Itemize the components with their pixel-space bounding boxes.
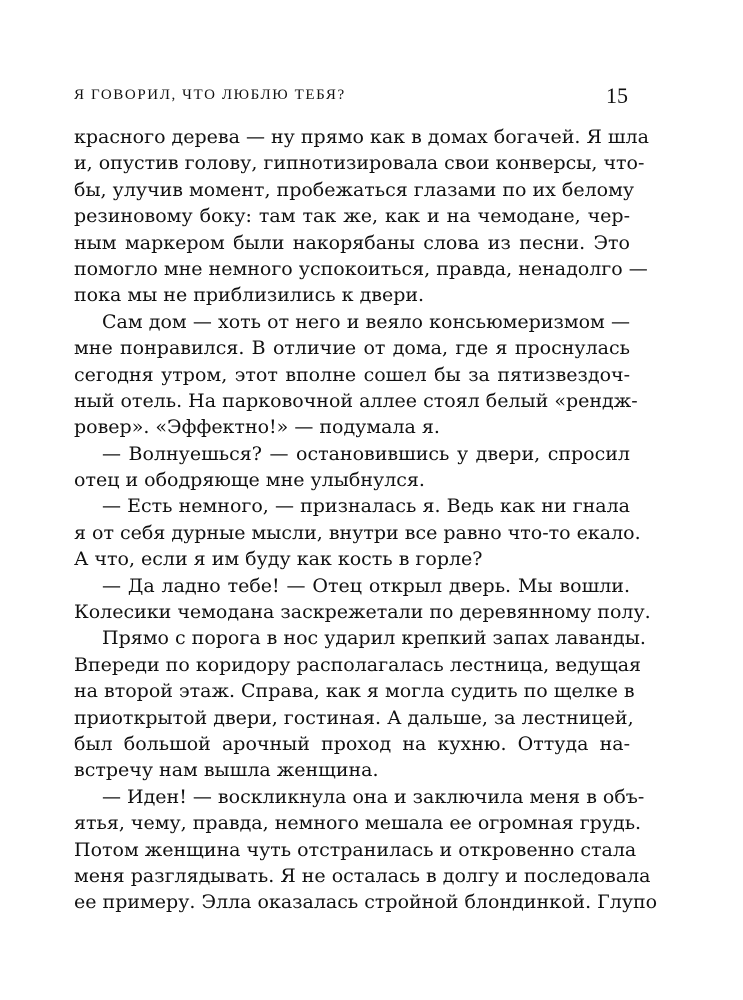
paragraph	[74, 573, 651, 626]
page-number: 15	[606, 83, 628, 108]
text-line: — Да ладно тебе! — Отец открыл дверь. Мы вошли.	[102, 574, 630, 597]
paragraph	[74, 441, 630, 494]
text-line: — Есть немного, — призналась я. Ведь как ни гнала	[102, 495, 630, 518]
paragraph	[74, 784, 658, 916]
text-line: встречу нам вышла женщина.	[74, 759, 379, 782]
text-line: пока мы не приблизились к двери.	[74, 284, 425, 307]
text-line: и, опустив голову, гипнотизировала свои конверсы, что-	[74, 152, 645, 175]
text-line: на второй этаж. Справа, как я могла судить по щелке в	[74, 680, 635, 703]
paragraph	[74, 625, 646, 783]
text-line: — Иден! — воскликнула она и заключила меня в объ-	[102, 785, 645, 808]
text-line: бы, улучив момент, пробежаться глазами по их белому	[74, 178, 635, 201]
text-line: — Волнуешься? — остановившись у двери, спросил	[102, 442, 630, 465]
running-head-title: Я ГОВОРИЛ, ЧТО ЛЮБЛЮ ТЕБЯ?	[74, 87, 346, 103]
text-line: Прямо с порога в нос ударил крепкий запах лаванды.	[102, 627, 646, 650]
text-line: резиновому боку: там так же, как и на чемодане, чер-	[74, 205, 630, 228]
text-line: отец и ободряюще мне улыбнулся.	[74, 469, 425, 492]
text-line: Потом женщина чуть отстранилась и откровенно стала	[74, 838, 637, 861]
text-line: красного дерева — ну прямо как в домах богачей. Я шла	[74, 126, 649, 148]
body-text	[74, 124, 658, 916]
text-line: приоткрытой двери, гостиная. А дальше, за лестницей,	[74, 706, 634, 729]
text-line: ный отель. На парковочной аллее стоял белый «рендж-	[74, 389, 638, 412]
text-line: Впереди по коридору располагалась лестница, ведущая	[74, 653, 642, 676]
text-line: мне понравился. В отличие от дома, где я проснулась	[74, 337, 630, 360]
text-line: ятья, чему, правда, немного мешала ее огромная грудь.	[74, 812, 642, 835]
text-line: помогло мне немного успокоиться, правда, ненадолго —	[74, 257, 648, 280]
text-line: меня разглядывать. Я не осталась в долгу и последовала	[74, 864, 651, 887]
paragraph	[74, 309, 638, 441]
paragraph	[74, 124, 649, 309]
text-line: сегодня утром, этот вполне сошел бы за пятизвездоч-	[74, 363, 630, 386]
text-line: был большой арочный проход на кухню. Оттуда на-	[74, 732, 630, 755]
paragraph	[74, 493, 641, 572]
text-line: Сам дом — хоть от него и веяло консьюмеризмом —	[102, 310, 630, 333]
text-line: ее примеру. Элла оказалась стройной блондинкой. Глупо	[74, 891, 658, 914]
text-line: ровер». «Эффектно!» — подумала я.	[74, 416, 440, 439]
text-line: ным маркером были накорябаны слова из песни. Это	[74, 231, 630, 254]
text-line: я от себя дурные мысли, внутри все равно что-то екало.	[74, 521, 641, 544]
text-line: Колесики чемодана заскрежетали по деревянному полу.	[74, 601, 651, 624]
text-line: А что, если я им буду как кость в горле?	[74, 548, 483, 571]
